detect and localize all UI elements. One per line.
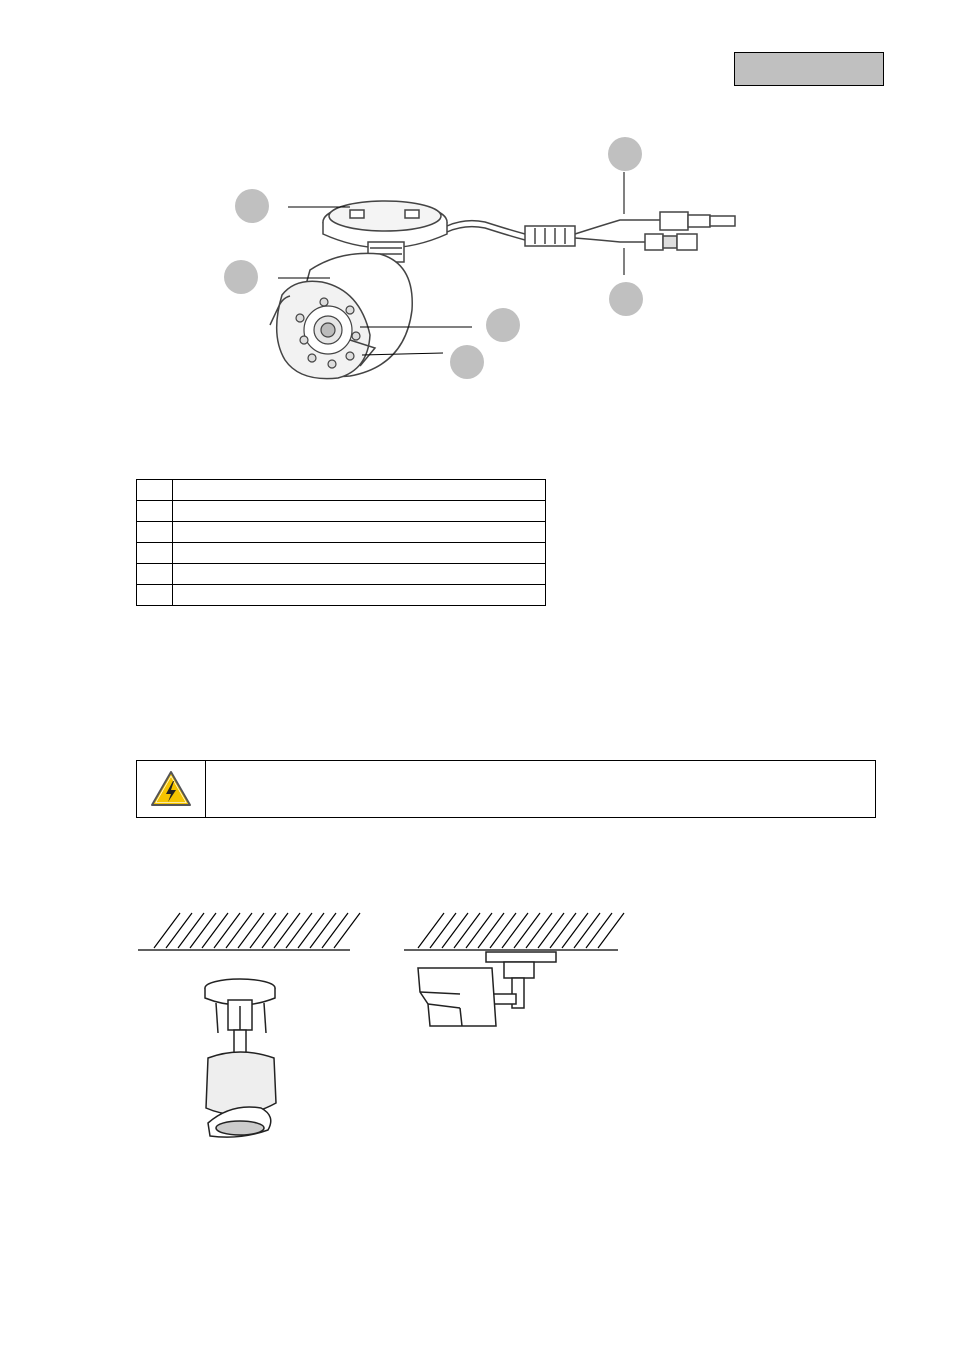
callout-marker-base — [235, 189, 269, 223]
callout-marker-lens — [486, 308, 520, 342]
row-number — [137, 480, 173, 501]
language-tab — [734, 52, 884, 86]
callout-marker-ir-leds — [450, 345, 484, 379]
callout-marker-power-connector — [608, 137, 642, 171]
row-description — [173, 564, 546, 585]
callout-marker-housing — [224, 260, 258, 294]
video-connector — [645, 234, 697, 250]
table-row — [137, 543, 546, 564]
mounting-base — [323, 201, 447, 248]
mounted-camera-exploded — [205, 979, 276, 1137]
row-number — [137, 543, 173, 564]
wall-mount-illustration — [400, 908, 640, 1038]
table-row — [137, 564, 546, 585]
high-voltage-warning-icon — [149, 769, 193, 809]
parts-table — [136, 479, 546, 606]
ceiling-hatching — [404, 913, 624, 950]
row-description — [173, 585, 546, 606]
row-description — [173, 543, 546, 564]
side-mounted-camera — [418, 952, 556, 1026]
warning-box — [136, 760, 876, 818]
ceiling-mount-illustration — [136, 908, 366, 1143]
row-number — [137, 522, 173, 543]
table-row — [137, 501, 546, 522]
callout-marker-video-connector — [609, 282, 643, 316]
row-description — [173, 522, 546, 543]
table-row — [137, 480, 546, 501]
row-description — [173, 501, 546, 522]
table-row — [137, 522, 546, 543]
row-number — [137, 564, 173, 585]
row-number — [137, 501, 173, 522]
cable — [447, 220, 660, 246]
row-description — [173, 480, 546, 501]
warning-text — [206, 761, 875, 817]
table-row — [137, 585, 546, 606]
row-number — [137, 585, 173, 606]
power-connector — [660, 212, 735, 230]
ceiling-hatching — [138, 913, 360, 950]
